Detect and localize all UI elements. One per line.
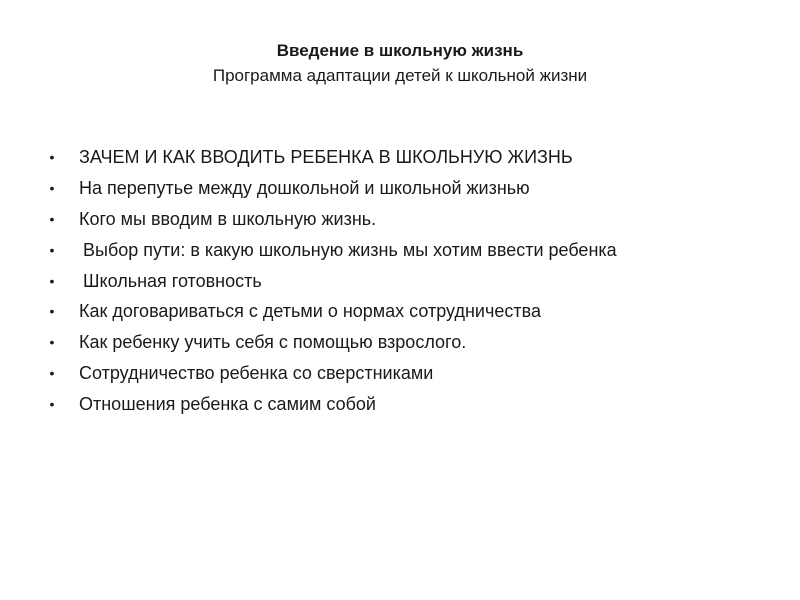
title-block [0,40,800,87]
bullet-icon: • [49,241,55,258]
bullet-icon: • [49,396,55,413]
list-item-text: Кого мы вводим в школьную жизнь. [79,208,377,229]
bullet-list [44,146,784,424]
list-item [44,177,784,199]
bullet-icon: • [49,210,55,227]
list-item [44,239,784,261]
slide-title: Введение в школьную жизнь [276,41,524,60]
list-item [44,300,784,322]
list-item-text: Как ребенку учить себя с помощью взрослого. [79,332,467,353]
list-item [44,270,784,292]
list-item-text: Выбор пути: в какую школьную жизнь мы хотим ввести ребенка [83,239,617,260]
bullet-icon: • [49,303,55,320]
list-item [44,393,784,415]
bullet-icon: • [49,179,55,196]
bullet-icon: • [49,149,55,165]
bullet-icon: • [49,334,55,351]
list-item-text: Сотрудничество ребенка со сверстниками [79,363,434,384]
list-item-text: Школьная готовность [83,270,262,291]
list-item-text: Отношения ребенка с самим собой [79,394,376,415]
list-item [44,331,784,353]
slide-subtitle: Программа адаптации детей к школьной жизни [212,66,588,85]
list-item-text: Как договариваться с детьми о нормах сотрудничества [79,301,541,322]
list-item [44,146,784,168]
list-item [44,208,784,230]
list-item-text: На перепутье между дошкольной и школьной жизнью [79,177,530,198]
list-item [44,362,784,384]
list-item-text: ЗАЧЕМ И КАК ВВОДИТЬ РЕБЕНКА В ШКОЛЬНУЮ ЖИЗНЬ [79,147,573,167]
bullet-icon: • [49,272,55,289]
bullet-icon: • [49,365,55,382]
